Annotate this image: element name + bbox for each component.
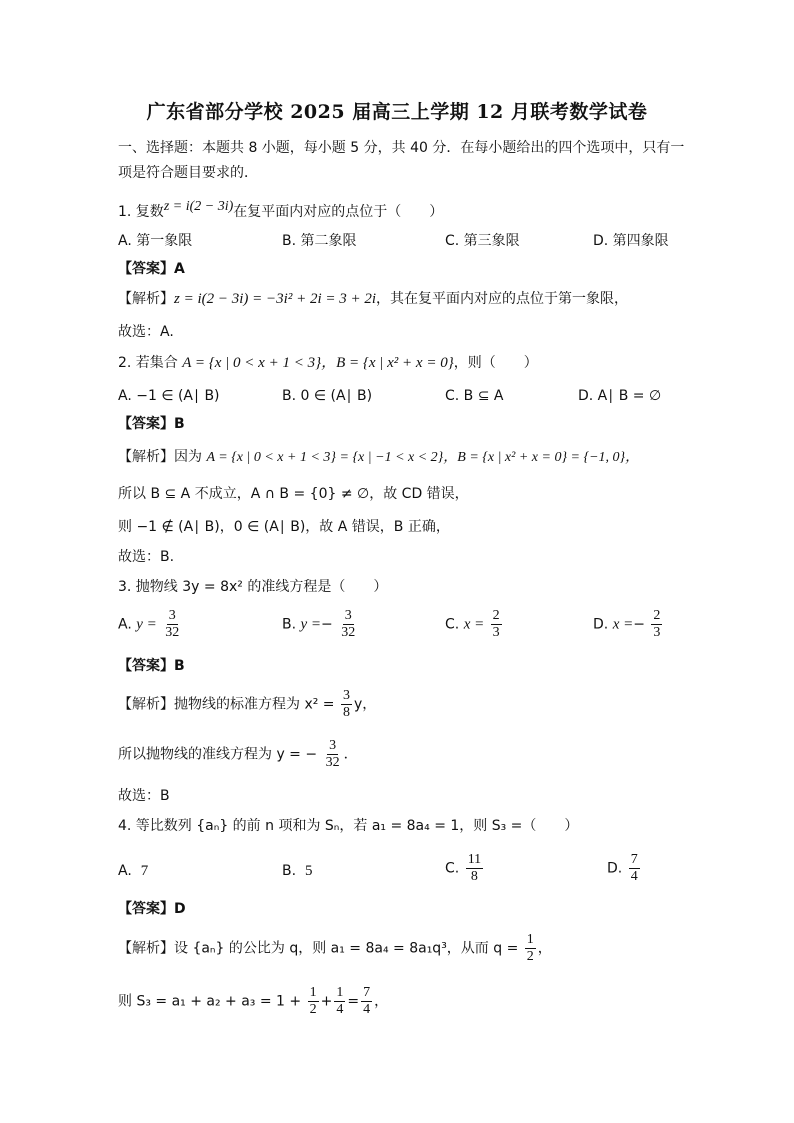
q3-option-d: D. x =− $\frac{2}{3}$: [593, 608, 661, 640]
q2-conclusion: 故选：B.: [118, 549, 175, 565]
q3-stem: 3. 抛物线 3y = 8x² 的准线方程是（ ）: [118, 579, 388, 595]
q1-analysis: [118, 290, 628, 308]
q2-answer: 【答案】B: [118, 416, 185, 432]
q4-stem: 4. 等比数列 {aₙ} 的前 n 项和为 Sₙ，若 a₁ = 8a₄ = 1，则 S₃ =（ ）: [118, 818, 579, 834]
q1-option-d: D. 第四象限: [593, 233, 669, 249]
q2-stem-expr: A = {x | 0 < x + 1 < 3}，B = {x | x² + x = 0}: [182, 355, 454, 371]
q3-option-a-fraction: $\frac{3}{32}$: [165, 608, 180, 640]
q3-answer: 【答案】B: [118, 658, 185, 674]
q2-analysis-expr: A = {x | 0 < x + 1 < 3} = {x | −1 < x < 2}，B = {x | x² + x = 0} = {−1, 0}，: [206, 450, 640, 465]
q1-stem-prefix: 1. 复数: [118, 204, 164, 220]
q2-option-a: A. −1 ∈ (A∣ B): [118, 388, 220, 404]
q4-analysis: 【解析】设 {aₙ} 的公比为 q，则 a₁ = 8a₄ = 8a₁q³，从而 q = $\frac{1}{2}$ ，: [118, 932, 552, 964]
q1-analysis-prefix: 【解析】: [118, 291, 174, 307]
q4-answer: 【答案】D: [118, 901, 186, 917]
q1-conclusion: 故选：A.: [118, 324, 174, 340]
q1-stem: [118, 199, 444, 222]
q4-analysis-fraction: $\frac{1}{2}$: [526, 932, 534, 964]
q1-answer: 【答案】A: [118, 261, 185, 277]
page-title: 广东省部分学校 2025 届高三上学期 12 月联考数学试卷: [146, 101, 648, 123]
q4-line2: 则 S₃ = a₁ + a₂ + a₃ = 1 + $\frac{1}{2}$ + $\frac{1}{4}$ = $\frac{7}{4}$ ，: [118, 985, 389, 1017]
q4-option-d-fraction: $\frac{7}{4}$: [630, 852, 638, 884]
q4-option-d: D. $\frac{7}{4}$: [607, 852, 638, 884]
section-heading-line2: 项是符合题目要求的．: [118, 165, 258, 181]
q3-option-a: A. y = $\frac{3}{32}$: [118, 608, 180, 640]
q2-stem-suffix: ，则（ ）: [453, 355, 538, 371]
q3-analysis-fraction: $\frac{3}{8}$: [342, 688, 350, 720]
q4-option-a: A. 7: [118, 863, 149, 879]
q1-option-a: A. 第一象限: [118, 233, 193, 249]
q4-option-c-fraction: $\frac{11}{8}$: [467, 852, 482, 884]
q1-option-b: B. 第二象限: [282, 233, 357, 249]
q4-option-b: B. 5: [282, 863, 313, 879]
q4-option-c: C. $\frac{11}{8}$: [445, 852, 482, 884]
q2-analysis: [118, 448, 639, 467]
q3-option-d-fraction: $\frac{2}{3}$: [653, 608, 661, 640]
q1-stem-expr: z = i(2 − 3i): [163, 199, 234, 214]
q2-analysis-prefix: 【解析】因为: [118, 449, 207, 465]
q3-option-c-fraction: $\frac{2}{3}$: [492, 608, 500, 640]
q2-option-c: C. B ⊆ A: [445, 388, 504, 404]
q3-line2-fraction: $\frac{3}{32}$: [325, 738, 340, 770]
q2-stem-prefix: 2. 若集合: [118, 355, 183, 371]
q3-option-b-fraction: $\frac{3}{32}$: [341, 608, 356, 640]
section-heading-line1: 一、选择题：本题共 8 小题，每小题 5 分，共 40 分．在每小题给出的四个选项中，只有一: [118, 140, 685, 156]
q1-analysis-expr: z = i(2 − 3i) = −3i² + 2i = 3 + 2i: [174, 291, 377, 307]
q2-option-b: B. 0 ∈ (A∣ B): [282, 388, 373, 404]
q3-conclusion: 故选：B: [118, 788, 170, 804]
q2-line2: 所以 B ⊆ A 不成立，A ∩ B = {0} ≠ ∅，故 CD 错误，: [118, 486, 469, 502]
q2-line3: 则 −1 ∉ (A∣ B)，0 ∈ (A∣ B)，故 A 错误，B 正确，: [118, 519, 450, 535]
q3-line2: 所以抛物线的准线方程为 y = − $\frac{3}{32}$ ．: [118, 738, 358, 770]
q2-stem: [118, 354, 538, 372]
q3-option-c: C. x = $\frac{2}{3}$: [445, 608, 500, 640]
q1-analysis-suffix: ，其在复平面内对应的点位于第一象限，: [376, 291, 629, 307]
q1-option-c: C. 第三象限: [445, 233, 520, 249]
q2-option-d: D. A∣ B = ∅: [578, 388, 662, 404]
q3-option-b: B. y =− $\frac{3}{32}$: [282, 608, 356, 640]
q1-stem-suffix: 在复平面内对应的点位于（ ）: [233, 204, 444, 220]
q3-analysis: 【解析】抛物线的标准方程为 x² = $\frac{3}{8}$ y，: [118, 688, 377, 720]
